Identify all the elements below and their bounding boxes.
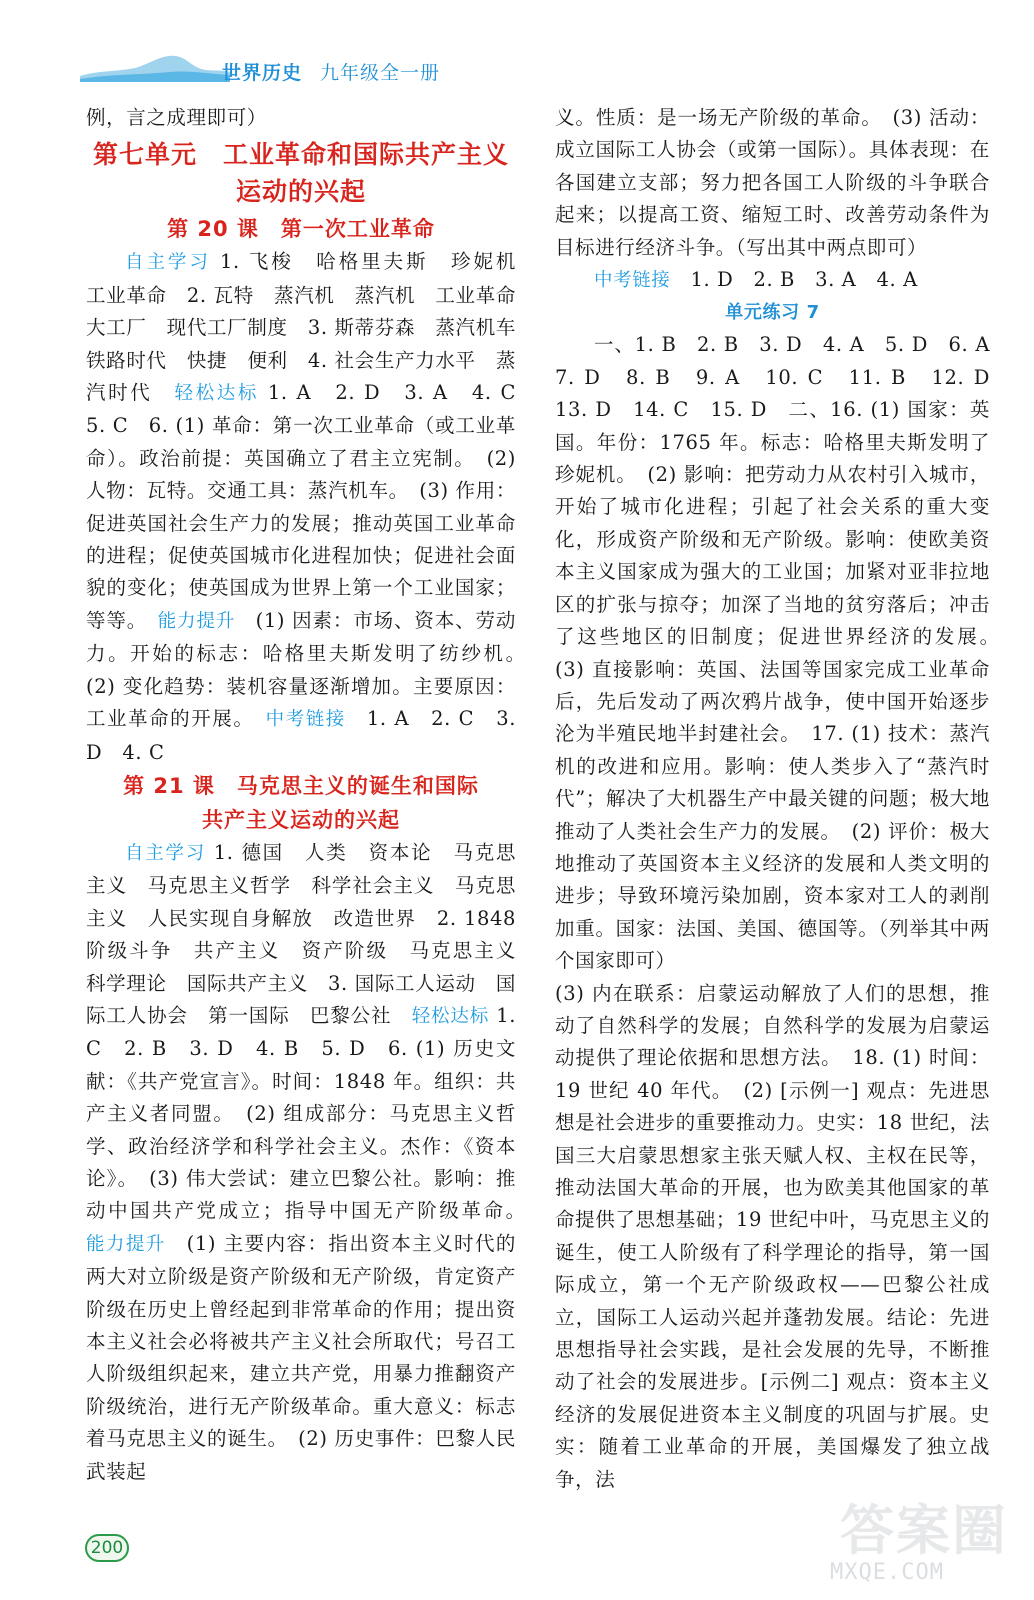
section-label-exam-link: 中考链接 xyxy=(594,270,671,292)
section-label-ability: 能力提升 xyxy=(86,1233,166,1255)
exam-link-answers xyxy=(555,264,990,297)
answer-text: 1. A 2. D 3. A 4. C 5. C 6. (1) 革命：第一次工业革命（或工业革命）。政治前提：英国确立了君主立宪制。 (2) 人物：瓦特。交通工具：蒸汽机车。 (3) 作用：促进英国社会生产力的发展；推动英国工业革命的进程；促使英国城市化进程加快；促进社会面貌的变化；使英国成为世界上第一个工业国家；等等。 xyxy=(86,381,537,632)
section-label-easy: 轻松达标 xyxy=(174,383,260,405)
book-title: 世界历史 xyxy=(222,62,303,84)
answer-text: 1. 德国 人类 资本论 马克思主义 马克思主义哲学 科学社会主义 马克思主义 人民实现自身解放 改造世界 2. 1848 阶级斗争 共产主义 资产阶级 马克思主义 科学理论 国际共产主义 3. 国际工人运动 国际工人协会 第一国际 巴黎公社 xyxy=(86,840,537,1027)
lesson-20-answers xyxy=(86,246,537,769)
mountain-wave-icon xyxy=(80,48,230,82)
book-grade: 九年级全一册 xyxy=(320,62,441,84)
section-label-self-study: 自主学习 xyxy=(125,842,206,864)
unit-exercise-answers-cont: (3) 内在联系：启蒙运动解放了人们的思想，推动了自然科学的发展；自然科学的发展为启蒙运动提供了理论依据和思想方法。 18. (1) 时间：19 世纪 40 年代。 (2) [示例一] 观点：先进思想是社会进步的重要推动力。史实：18 世纪，法国三大启蒙思想家主张天赋人权、主权在民等，推动法国大革命的开展，也为欧美其他国家的革命提供了思想基础；19 世纪中叶，马克思主义的诞生，使工人阶级有了科学理论的指导，第一国际成立，第一个无产阶级政权——巴黎公社成立，国际工人运动兴起并蓬勃发展。结论：先进思想指导社会实践，是社会发展的先导，不断推动了社会的发展进步。[示例二] 观点：资本主义经济的发展促进资本主义制度的巩固与扩展。史实：随着工业革命的开展，美国爆发了独立战争，法 xyxy=(555,981,990,1491)
watermark-title: 答案圈 xyxy=(840,1499,1008,1562)
unit-title-line-2: 运动的兴起 xyxy=(235,177,366,207)
lesson-21-title-line-1: 第 21 课 马克思主义的诞生和国际 xyxy=(123,773,479,798)
lesson-21-title-line-2: 共产主义运动的兴起 xyxy=(202,807,400,832)
continued-answers: 义。性质：是一场无产阶级的革命。 (3) 活动：成立国际工人协会（或第一国际）。具体表现：在各国建立支部；努力把各国工人阶级的斗争联合起来；以提高工资、缩短工时、改善劳动条件为目标进行经济斗争。（写出其中两点即可） xyxy=(555,106,990,259)
lesson-21-title xyxy=(86,769,516,837)
watermark-url: MXQE.COM xyxy=(830,1560,944,1585)
watermark-logo xyxy=(830,1488,1020,1593)
page-number-badge: 200 xyxy=(85,1534,129,1562)
unit-title-line-1: 第七单元 工业革命和国际共产主义 xyxy=(92,140,509,170)
lesson-21-answers xyxy=(86,837,537,1488)
section-label-ability: 能力提升 xyxy=(157,610,236,632)
unit-exercise-title: 单元练习 7 xyxy=(725,302,820,324)
answer-text: (1) 因素：市场、资本、劳动力。开始的标志：哈格里夫斯发明了纺纱机。 (2) 变化趋势：装机容量逐渐增加。主要原因：工业革命的开展。 xyxy=(86,608,537,731)
section-label-easy: 轻松达标 xyxy=(411,1005,490,1027)
page-header xyxy=(0,0,1034,100)
lesson-20-title: 第 20 课 第一次工业革命 xyxy=(167,217,435,242)
answer-text: 1. 飞梭 哈格里夫斯 珍妮机 工业革命 2. 瓦特 蒸汽机 蒸汽机 工业革命 大工厂 现代工厂制度 3. 斯蒂芬森 蒸汽机车 铁路时代 快捷 便利 4. 社会生产力水平 蒸汽时代 xyxy=(86,250,537,405)
right-column xyxy=(555,102,1011,1496)
unit-exercise-answers: 一、1. B 2. B 3. D 4. A 5. D 6. A 7. D 8. B 9. A 10. C 11. B 12. D 13. D 14. C 15. D 二、16. (1) 国家：英国。年份：1765 年。标志：哈格里夫斯发明了珍妮机。 (2) 影响：把劳动力从农村引入城市，开始了城市化进程；引起了社会关系的重大变化，形成资产阶级和无产阶级。影响：使欧美资本主义国家成为强大的工业国；加紧对亚非拉地区的扩张与掠夺；加深了当地的贫穷落后；冲击了这些地区的旧制度；促进世界经济的发展。 (3) 直接影响：英国、法国等国家完成工业革命后，先后发动了两次鸦片战争，使中国开始逐步沦为半殖民地半封建社会。 17. (1) 技术：蒸汽机的改进和应用。影响：使人类步入了“蒸汽时代”；解决了大机器生产中最关键的问题；极大地推动了人类社会生产力的发展。 (2) 评价：极大地推动了英国资本主义经济的发展和人类文明的进步；导致环境污染加剧，资本家对工人的剥削加重。国家：法国、美国、德国等。（列举其中两个国家即可） xyxy=(555,333,1011,973)
answer-text: 1. A 2. C 3. D 4. C xyxy=(86,707,516,764)
answer-text: 1. D 2. B 3. A 4. A xyxy=(670,268,918,292)
left-column xyxy=(86,102,537,1488)
answer-text: (1) 主要内容：指出资本主义时代的两大对立阶级是资产阶级和无产阶级，肯定资产阶级在历史上曾经起到非常革命的作用；提出资本主义社会必将被共产主义社会所取代；号召工人阶级组织起来，建立共产党，用暴力推翻资产阶级统治，进行无产阶级革命。重大意义：标志着马克思主义的诞生。 (2) 历史事件：巴黎人民武装起 xyxy=(86,1231,516,1483)
continued-text: 例，言之成理即可） xyxy=(86,106,267,129)
section-label-self-study: 自主学习 xyxy=(125,252,211,274)
section-label-exam-link: 中考链接 xyxy=(265,709,346,731)
unit-title xyxy=(86,136,516,210)
answer-text: 1. C 2. B 3. D 4. B 5. D 6. (1) 历史文献：《共产党宣言》。时间：1848 年。组织：共产主义者同盟。 (2) 组成部分：马克思主义哲学、政治经济学和科学社会主义。杰作：《资本论》。 (3) 伟大尝试：建立巴黎公社。影响：推动中国共产党成立；指导中国无产阶级革命。 xyxy=(86,1003,537,1223)
